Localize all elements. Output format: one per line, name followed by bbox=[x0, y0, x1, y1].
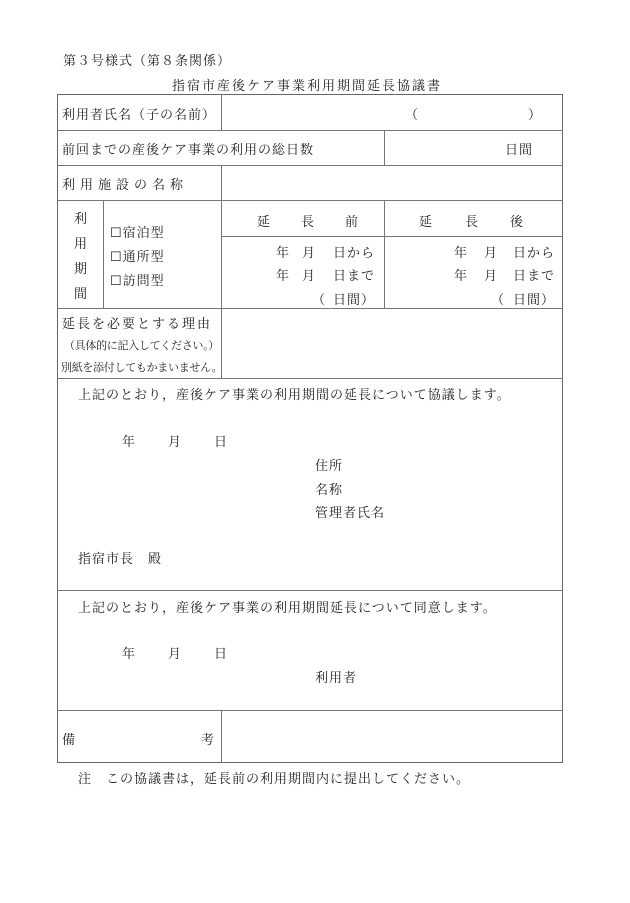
date-unit: 年 bbox=[454, 269, 469, 284]
type-option-visit[interactable]: ☐訪問型 bbox=[110, 274, 165, 289]
consent-statement: 上記のとおり，産後ケア事業の利用期間延長について同意します。 bbox=[78, 601, 497, 616]
date-unit: 月 bbox=[484, 246, 499, 261]
date-unit: 日から bbox=[333, 246, 376, 261]
manager-name-label: 管理者氏名 bbox=[315, 506, 386, 521]
checkbox-icon[interactable]: ☐ bbox=[110, 226, 123, 241]
form-number: 第３号様式（第８条関係） bbox=[63, 54, 232, 69]
type-option-daycare[interactable]: ☐通所型 bbox=[110, 250, 165, 265]
reason-label: 延長を必要とする理由 bbox=[62, 317, 213, 332]
total-days-field[interactable] bbox=[385, 131, 562, 165]
date-day: 日 bbox=[214, 647, 229, 662]
after-header-char: 延 bbox=[419, 215, 434, 230]
address-label: 住所 bbox=[315, 459, 344, 474]
footnote: 注 この協議書は，延長前の利用期間内に提出してください。 bbox=[78, 772, 471, 787]
remarks-label-left: 備 bbox=[62, 733, 77, 748]
addressee: 指宿市長 殿 bbox=[78, 552, 163, 567]
date-month: 月 bbox=[168, 435, 183, 450]
days-unit: 日間） bbox=[513, 293, 556, 308]
after-header-char: 長 bbox=[465, 215, 480, 230]
period-label-char: 間 bbox=[74, 287, 89, 302]
remarks-label-right: 考 bbox=[201, 733, 216, 748]
period-label-char: 用 bbox=[74, 237, 89, 252]
date-unit: 日から bbox=[513, 246, 556, 261]
checkbox-icon[interactable]: ☐ bbox=[110, 274, 123, 289]
days-paren: （ bbox=[491, 293, 506, 308]
user-label: 利用者 bbox=[315, 671, 358, 686]
total-days-label: 前回までの産後ケア事業の利用の総日数 bbox=[62, 143, 315, 158]
before-header-char: 延 bbox=[257, 215, 272, 230]
period-label-char: 期 bbox=[74, 262, 89, 277]
date-unit: 年 bbox=[276, 246, 291, 261]
reason-attachment-note: 別紙を添付してもかまいません。 bbox=[61, 361, 223, 374]
date-day: 日 bbox=[214, 435, 229, 450]
col-divider bbox=[103, 200, 104, 308]
remarks-field[interactable] bbox=[222, 711, 562, 763]
days-paren: （ bbox=[312, 293, 327, 308]
consultation-statement: 上記のとおり，産後ケア事業の利用期間の延長について協議します。 bbox=[78, 388, 511, 403]
date-month: 月 bbox=[168, 647, 183, 662]
period-label-char: 利 bbox=[74, 212, 89, 227]
reason-note: （具体的に記入してください。） bbox=[64, 339, 219, 352]
user-name-paren-close: ） bbox=[528, 108, 543, 123]
user-name-paren-open: （ bbox=[405, 108, 420, 123]
checkbox-icon[interactable]: ☐ bbox=[110, 250, 123, 265]
type-option-overnight[interactable]: ☐宿泊型 bbox=[110, 226, 165, 241]
facility-label: 利用施設の名称 bbox=[62, 178, 189, 193]
days-unit: 日間） bbox=[333, 293, 376, 308]
date-unit: 日まで bbox=[333, 269, 376, 284]
after-header-char: 後 bbox=[510, 215, 525, 230]
date-unit: 月 bbox=[302, 246, 317, 261]
user-name-label: 利用者氏名（子の名前） bbox=[62, 108, 217, 123]
reason-field[interactable] bbox=[222, 309, 562, 378]
row-divider bbox=[57, 200, 563, 201]
date-unit: 日まで bbox=[513, 269, 556, 284]
user-name-field[interactable] bbox=[222, 95, 562, 130]
name-label: 名称 bbox=[315, 483, 344, 498]
date-year: 年 bbox=[122, 647, 137, 662]
row-divider bbox=[57, 378, 563, 379]
total-days-unit: 日間 bbox=[505, 143, 534, 158]
date-unit: 年 bbox=[454, 246, 469, 261]
row-divider bbox=[57, 590, 563, 591]
date-year: 年 bbox=[122, 435, 137, 450]
document-title: 指宿市産後ケア事業利用期間延長協議書 bbox=[172, 79, 443, 94]
date-unit: 年 bbox=[276, 269, 291, 284]
date-unit: 月 bbox=[484, 269, 499, 284]
date-unit: 月 bbox=[302, 269, 317, 284]
before-header-char: 長 bbox=[301, 215, 316, 230]
facility-field[interactable] bbox=[222, 166, 562, 200]
before-header-char: 前 bbox=[345, 215, 360, 230]
